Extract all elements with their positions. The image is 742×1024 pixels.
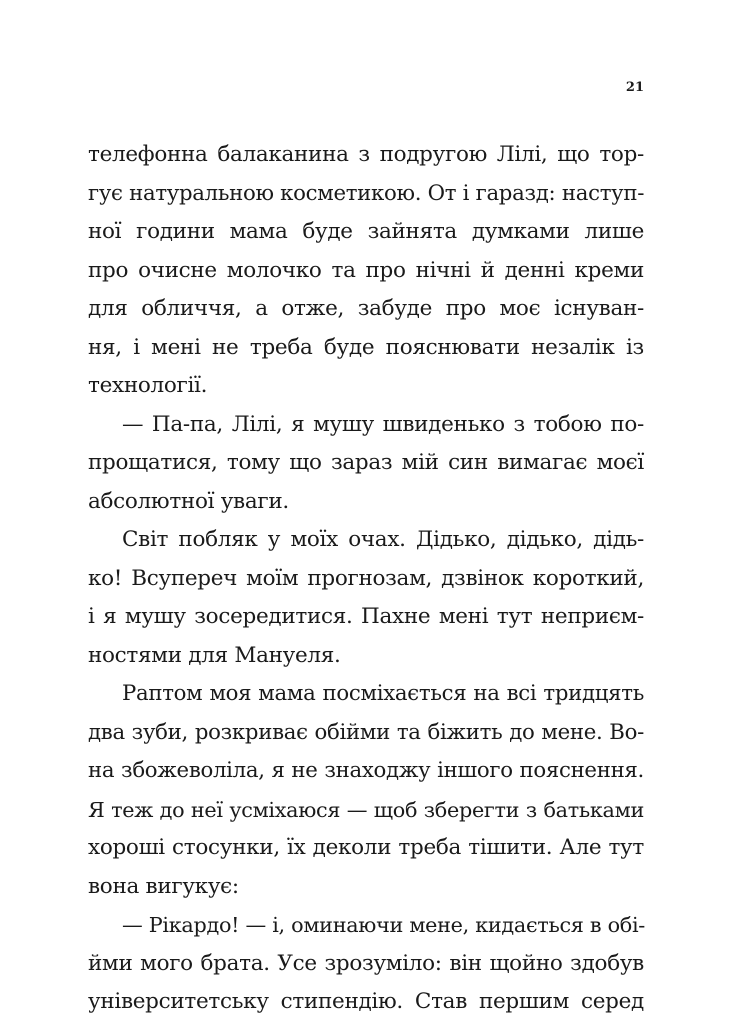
text-line: університетську стипендію. Став першим серед	[88, 989, 644, 1014]
text-line: про очисне молочко та про нічні й денні креми	[88, 257, 644, 283]
text-line: ностями для Мануеля.	[88, 642, 341, 668]
text-line: Світ побляк у моїх очах. Дідько, дідько, дідь-	[122, 527, 644, 552]
text-line: Раптом моя мама посміхається на всі тридцять	[122, 681, 644, 706]
text-line: йми мого брата. Усе зрозуміло: він щойно здобув	[88, 950, 644, 976]
body-text	[88, 136, 644, 1022]
page-number: 21	[625, 80, 644, 95]
text-line: абсолютної уваги.	[88, 488, 289, 514]
text-line: ної години мама буде зайнята думками лише	[88, 219, 644, 244]
text-line: — Рікардо! — і, оминаючи мене, кидається в обі-	[122, 913, 645, 937]
text-line: технології.	[88, 373, 208, 398]
text-line: ня, і мені не треба буде пояснювати незалік із	[88, 334, 644, 360]
text-line: телефонна балаканина з подругою Лілі, що тор-	[88, 142, 644, 167]
text-line: і я мушу зосередитися. Пахне мені тут неприєм-	[88, 604, 644, 629]
text-line: прощатися, тому що зараз мій син вимагає моєї	[88, 450, 644, 475]
text-line: хороші стосунки, їх деколи треба тішити. Але тут	[88, 835, 644, 860]
text-line: два зуби, розкриває обійми та біжить до мене. Во-	[88, 719, 644, 745]
text-line: — Па-па, Лілі, я мушу швиденько з тобою по-	[122, 411, 644, 437]
text-line: на збожеволіла, я не знаходжу іншого пояснення.	[88, 758, 644, 783]
text-line: ко! Всупереч моїм прогнозам, дзвінок короткий,	[88, 565, 644, 591]
text-line: для обличчя, а отже, забуде про моє існуван-	[88, 296, 644, 321]
text-line: Я теж до неї усміхаюся — щоб зберегти з батьками	[88, 797, 644, 822]
text-line: вона вигукує:	[88, 873, 239, 899]
text-line: гує натуральною косметикою. От і гаразд: наступ-	[88, 180, 645, 206]
